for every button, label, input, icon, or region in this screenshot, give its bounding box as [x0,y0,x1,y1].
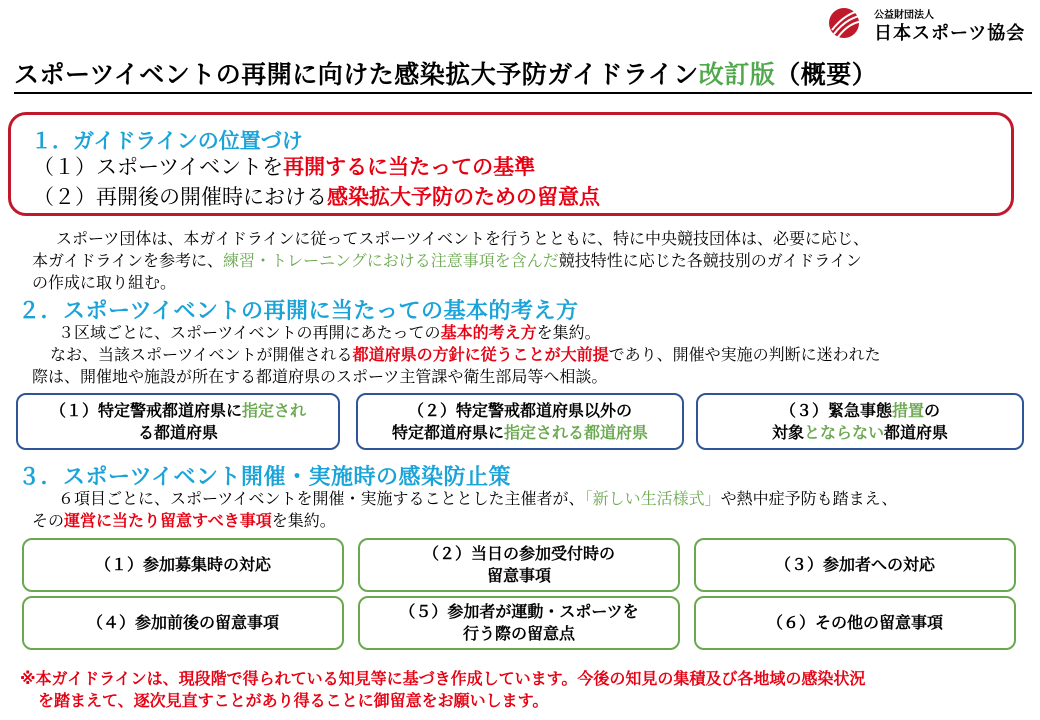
section2-line2-prefix: なお、当該スポーツイベントが開催される [50,345,353,364]
section2-line2-suffix: であり、開催や実施の判断に迷われた [608,345,881,364]
category2-text-green: 指定される都道府県 [504,422,649,442]
page-title [14,58,1032,94]
prefecture-category-1 [16,393,340,450]
section3-line2-suffix: を集約。 [271,511,336,530]
measure-item-1 [22,538,344,592]
title-main: スポーツイベントの再開に向けた感染拡大予防ガイドライン [14,60,699,89]
measure-item-5-label-b: 行う際の留意点 [462,624,575,643]
prefecture-category-3 [696,393,1024,450]
logo-name: 日本スポーツ協会 [874,23,1026,44]
section1-line1-emphasis: 再開するに当たっての基準 [283,155,536,179]
measure-item-6 [694,596,1016,650]
category3-text-d: 都道府県 [884,422,949,442]
measure-item-6-label: （６）その他の留意事項 [766,613,943,632]
title-suffix: （概要） [775,60,878,89]
jsa-emblem-icon [824,6,868,40]
category1-text-green: 指定され [242,400,307,420]
section3-line1-prefix: ６項目ごとに、スポーツイベントを開催・実施することとした主催者が、 [58,489,585,508]
section2-line1-emphasis: 基本的考え方 [440,323,537,342]
section2-line1-suffix: を集約。 [536,323,601,342]
category3-text-b: の [924,400,941,420]
section1-heading: １．ガイドラインの位置づけ [31,129,303,153]
section3-line1-suffix: や熱中症予防も踏まえ、 [720,489,898,508]
measure-item-5 [358,596,680,650]
title-highlight: 改訂版 [698,60,776,89]
measure-item-1-label: （１）参加募集時の対応 [94,555,271,574]
measure-item-3 [694,538,1016,592]
category1-text-b: る都道府県 [137,422,218,442]
section2-line1 [58,322,601,344]
section3-line1-green: 「新しい生活様式」 [584,489,721,508]
measure-item-2-label-a: （２）当日の参加受付時の [422,544,615,563]
section2-line2-emphasis: 都道府県の方針に従うことが大前提 [352,345,609,364]
para1-line2-green: 練習・トレーニングにおける注意事項を含んだ [223,251,559,270]
section3-line2-emphasis: 運営に当たり留意すべき事項 [64,511,272,530]
logo-subtitle: 公益財団法人 [874,10,934,21]
section2-heading: ２．スポーツイベントの再開に当たっての基本的考え方 [18,299,579,324]
section3-heading: ３．スポーツイベント開催・実施時の感染防止策 [18,465,512,490]
section2-line3: 際は、開催地や施設が所在する都道府県のスポーツ主管課や衛生部局等へ相談。 [32,367,608,386]
measure-item-5-label-a: （５）参加者が運動・スポーツを [399,602,639,621]
para1-line2 [32,250,862,272]
section1-line1 [33,151,535,181]
para1-line3: の作成に取り組む。 [32,273,177,292]
measure-item-3-label: （３）参加者への対応 [774,555,935,574]
category2-text-a: （２）特定警戒都道府県以外の [407,400,632,420]
para1-line2-suffix: 競技特性に応じた各競技別のガイドライン [558,251,862,270]
measure-item-4-label: （４）参加前後の留意事項 [86,613,279,632]
category3-text-green2: とならない [803,422,884,442]
para1-line2-prefix: 本ガイドラインを参考に、 [32,251,224,270]
category2-text-b: 特定都道府県に [391,422,504,442]
section2-line1-prefix: ３区域ごとに、スポーツイベントの再開にあたっての [58,323,441,342]
category1-text-a: （１）特定警戒都道府県に [49,400,242,420]
category3-text-green1: 措置 [891,400,924,420]
jsa-logo [818,4,1040,42]
category3-text-c: 対象 [771,422,804,442]
section1-line2 [33,181,600,211]
section1-line2-emphasis: 感染拡大予防のための留意点 [327,185,600,209]
prefecture-category-2 [356,393,684,450]
para1-line1: スポーツ団体は、本ガイドラインに従ってスポーツイベントを行うとともに、特に中央競技団体は、必要に応じ、 [56,229,869,248]
section2-line2 [50,344,881,366]
category3-text-a: （３）緊急事態 [779,400,892,420]
section1-line2-prefix: （２）再開後の開催時における [33,185,327,209]
measure-item-4 [22,596,344,650]
section3-line2 [32,510,336,532]
section3-line2-prefix: その [32,511,65,530]
section3-line1 [58,488,898,510]
note-line1: ※本ガイドラインは、現段階で得られている知見等に基づき作成しています。今後の知見の集積及び各地域の感染状況 [20,669,866,688]
section1-line1-prefix: （１）スポーツイベントを [33,155,284,179]
note-line2: を踏まえて、逐次見直すことがあり得ることに御留意をお願いします。 [38,691,549,710]
measure-item-2-label-b: 留意事項 [486,566,551,585]
measure-item-2 [358,538,680,592]
section1-box [8,112,1014,216]
